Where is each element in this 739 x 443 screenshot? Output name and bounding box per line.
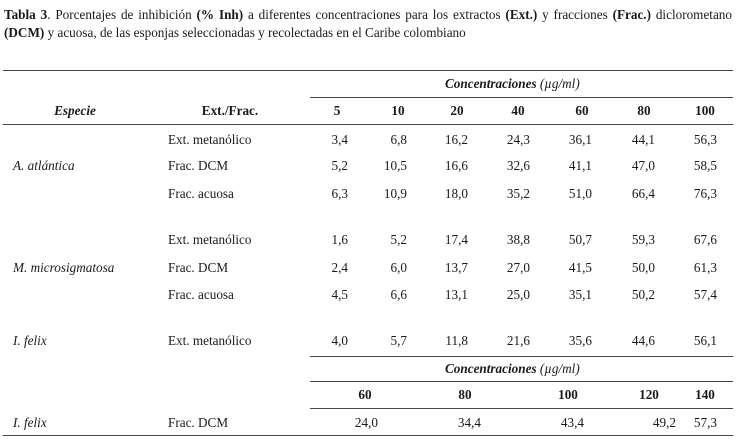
second-concentraciones-header: Concentraciones (µg/ml): [445, 361, 580, 376]
table-cell: 6,6: [390, 287, 407, 302]
row-label: Ext. metanólico: [168, 333, 252, 348]
table-cell: 44,6: [631, 333, 655, 348]
table-cell: 76,3: [693, 186, 717, 201]
species-label: I. felix: [13, 333, 47, 348]
table-cell: 18,0: [444, 186, 468, 201]
table-cell: 50,2: [631, 287, 655, 302]
second-top-rule: [310, 356, 733, 357]
table-cell: 57,3: [693, 415, 717, 430]
table-cell: 41,5: [568, 260, 592, 275]
caption-text-5: y acuosa, de las esponjas seleccionadas y recolectadas en el Caribe colombiano: [44, 25, 466, 40]
especie-header: Especie: [54, 103, 96, 118]
conc-10-header: 10: [391, 103, 405, 118]
table-cell: 17,4: [444, 232, 468, 247]
concentration-rule: [310, 97, 733, 98]
table-cell: 44,1: [631, 132, 655, 147]
row-label: Ext. metanólico: [168, 232, 252, 247]
header-rule: [3, 124, 733, 125]
caption-bold-4: (DCM): [4, 25, 45, 40]
table-cell: 38,8: [506, 232, 530, 247]
table-cell: 61,3: [693, 260, 717, 275]
row-label: Frac. acuosa: [168, 287, 234, 302]
row-label: Frac. DCM: [168, 415, 229, 430]
row-label: Frac. acuosa: [168, 186, 234, 201]
table-cell: 35,1: [568, 287, 592, 302]
table-cell: 21,6: [506, 333, 530, 348]
table-cell: 35,2: [506, 186, 530, 201]
conc-80-header: 80: [637, 103, 651, 118]
conc-5-header: 5: [333, 103, 341, 118]
table-cell: 1,6: [331, 232, 348, 247]
species-label: A. atlántica: [13, 158, 75, 173]
table-cell: 6,8: [390, 132, 407, 147]
table-cell: 57,4: [693, 287, 717, 302]
table-cell: 56,1: [693, 333, 717, 348]
caption-text-1: . Porcentajes de inhibición: [47, 7, 197, 22]
table-cell: 67,6: [693, 232, 717, 247]
second-header-rule: [310, 408, 733, 409]
table-cell: 6,3: [331, 186, 348, 201]
row-label: Frac. DCM: [168, 260, 229, 275]
table-cell: 5,7: [390, 333, 407, 348]
conc-60-header: 60: [575, 103, 589, 118]
table-cell: 36,1: [568, 132, 592, 147]
table-cell: 24,0: [354, 415, 378, 430]
top-rule: [3, 70, 733, 71]
caption-text-3: y fracciones: [537, 7, 613, 22]
table-cell: 27,0: [506, 260, 530, 275]
table-cell: 13,1: [444, 287, 468, 302]
table-cell: 16,2: [444, 132, 468, 147]
caption-bold-1: (% Inh): [196, 7, 244, 22]
species-label: M. microsigmatosa: [13, 260, 115, 275]
caption-bold-2: (Ext.): [505, 7, 538, 22]
table-cell: 5,2: [390, 232, 407, 247]
second-concentration-rule: [310, 381, 733, 382]
table-cell: 10,9: [383, 186, 407, 201]
conc-40-header: 40: [511, 103, 525, 118]
caption-bold-3: (Frac.): [612, 7, 651, 22]
table-cell: 56,3: [693, 132, 717, 147]
table-cell: 50,7: [568, 232, 592, 247]
table-cell: 49,2: [652, 415, 676, 430]
row-label: Frac. DCM: [168, 158, 229, 173]
table-cell: 16,6: [444, 158, 468, 173]
caption-text-2: a diferentes concentraciones para los extractos: [243, 7, 506, 22]
table-cell: 25,0: [506, 287, 530, 302]
caption-text-4: diclorometano: [651, 7, 732, 22]
conc-20-header: 20: [450, 103, 464, 118]
species-label: I. felix: [13, 415, 47, 430]
table-cell: 5,2: [331, 158, 348, 173]
conc-140-header-2: 140: [695, 387, 715, 402]
table-cell: 59,3: [631, 232, 655, 247]
conc-80-header-2: 80: [458, 387, 472, 402]
conc-60-header-2: 60: [358, 387, 372, 402]
row-label: Ext. metanólico: [168, 132, 252, 147]
table-cell: 4,5: [331, 287, 348, 302]
table-cell: 43,4: [560, 415, 584, 430]
table-cell: 6,0: [390, 260, 407, 275]
table-cell: 41,1: [568, 158, 592, 173]
table-cell: 35,6: [568, 333, 592, 348]
table-cell: 47,0: [631, 158, 655, 173]
table-caption: [4, 6, 732, 42]
table-cell: 58,5: [693, 158, 717, 173]
conc-100-header-2: 100: [558, 387, 578, 402]
concentraciones-header: Concentraciones (µg/ml): [445, 76, 580, 91]
table-label: Tabla 3: [4, 7, 48, 22]
table-cell: 10,5: [383, 158, 407, 173]
conc-100-header: 100: [695, 103, 715, 118]
table-cell: 2,4: [331, 260, 348, 275]
table-cell: 4,0: [331, 333, 348, 348]
table-cell: 51,0: [568, 186, 592, 201]
table-cell: 24,3: [506, 132, 530, 147]
conc-120-header-2: 120: [639, 387, 659, 402]
table-cell: 66,4: [631, 186, 655, 201]
table-cell: 11,8: [445, 333, 468, 348]
table-cell: 13,7: [444, 260, 468, 275]
table-cell: 34,4: [457, 415, 481, 430]
table-cell: 32,6: [506, 158, 530, 173]
bottom-rule: [3, 435, 733, 436]
ext-frac-header: Ext./Frac.: [201, 103, 259, 118]
table-cell: 3,4: [331, 132, 348, 147]
table-cell: 50,0: [631, 260, 655, 275]
